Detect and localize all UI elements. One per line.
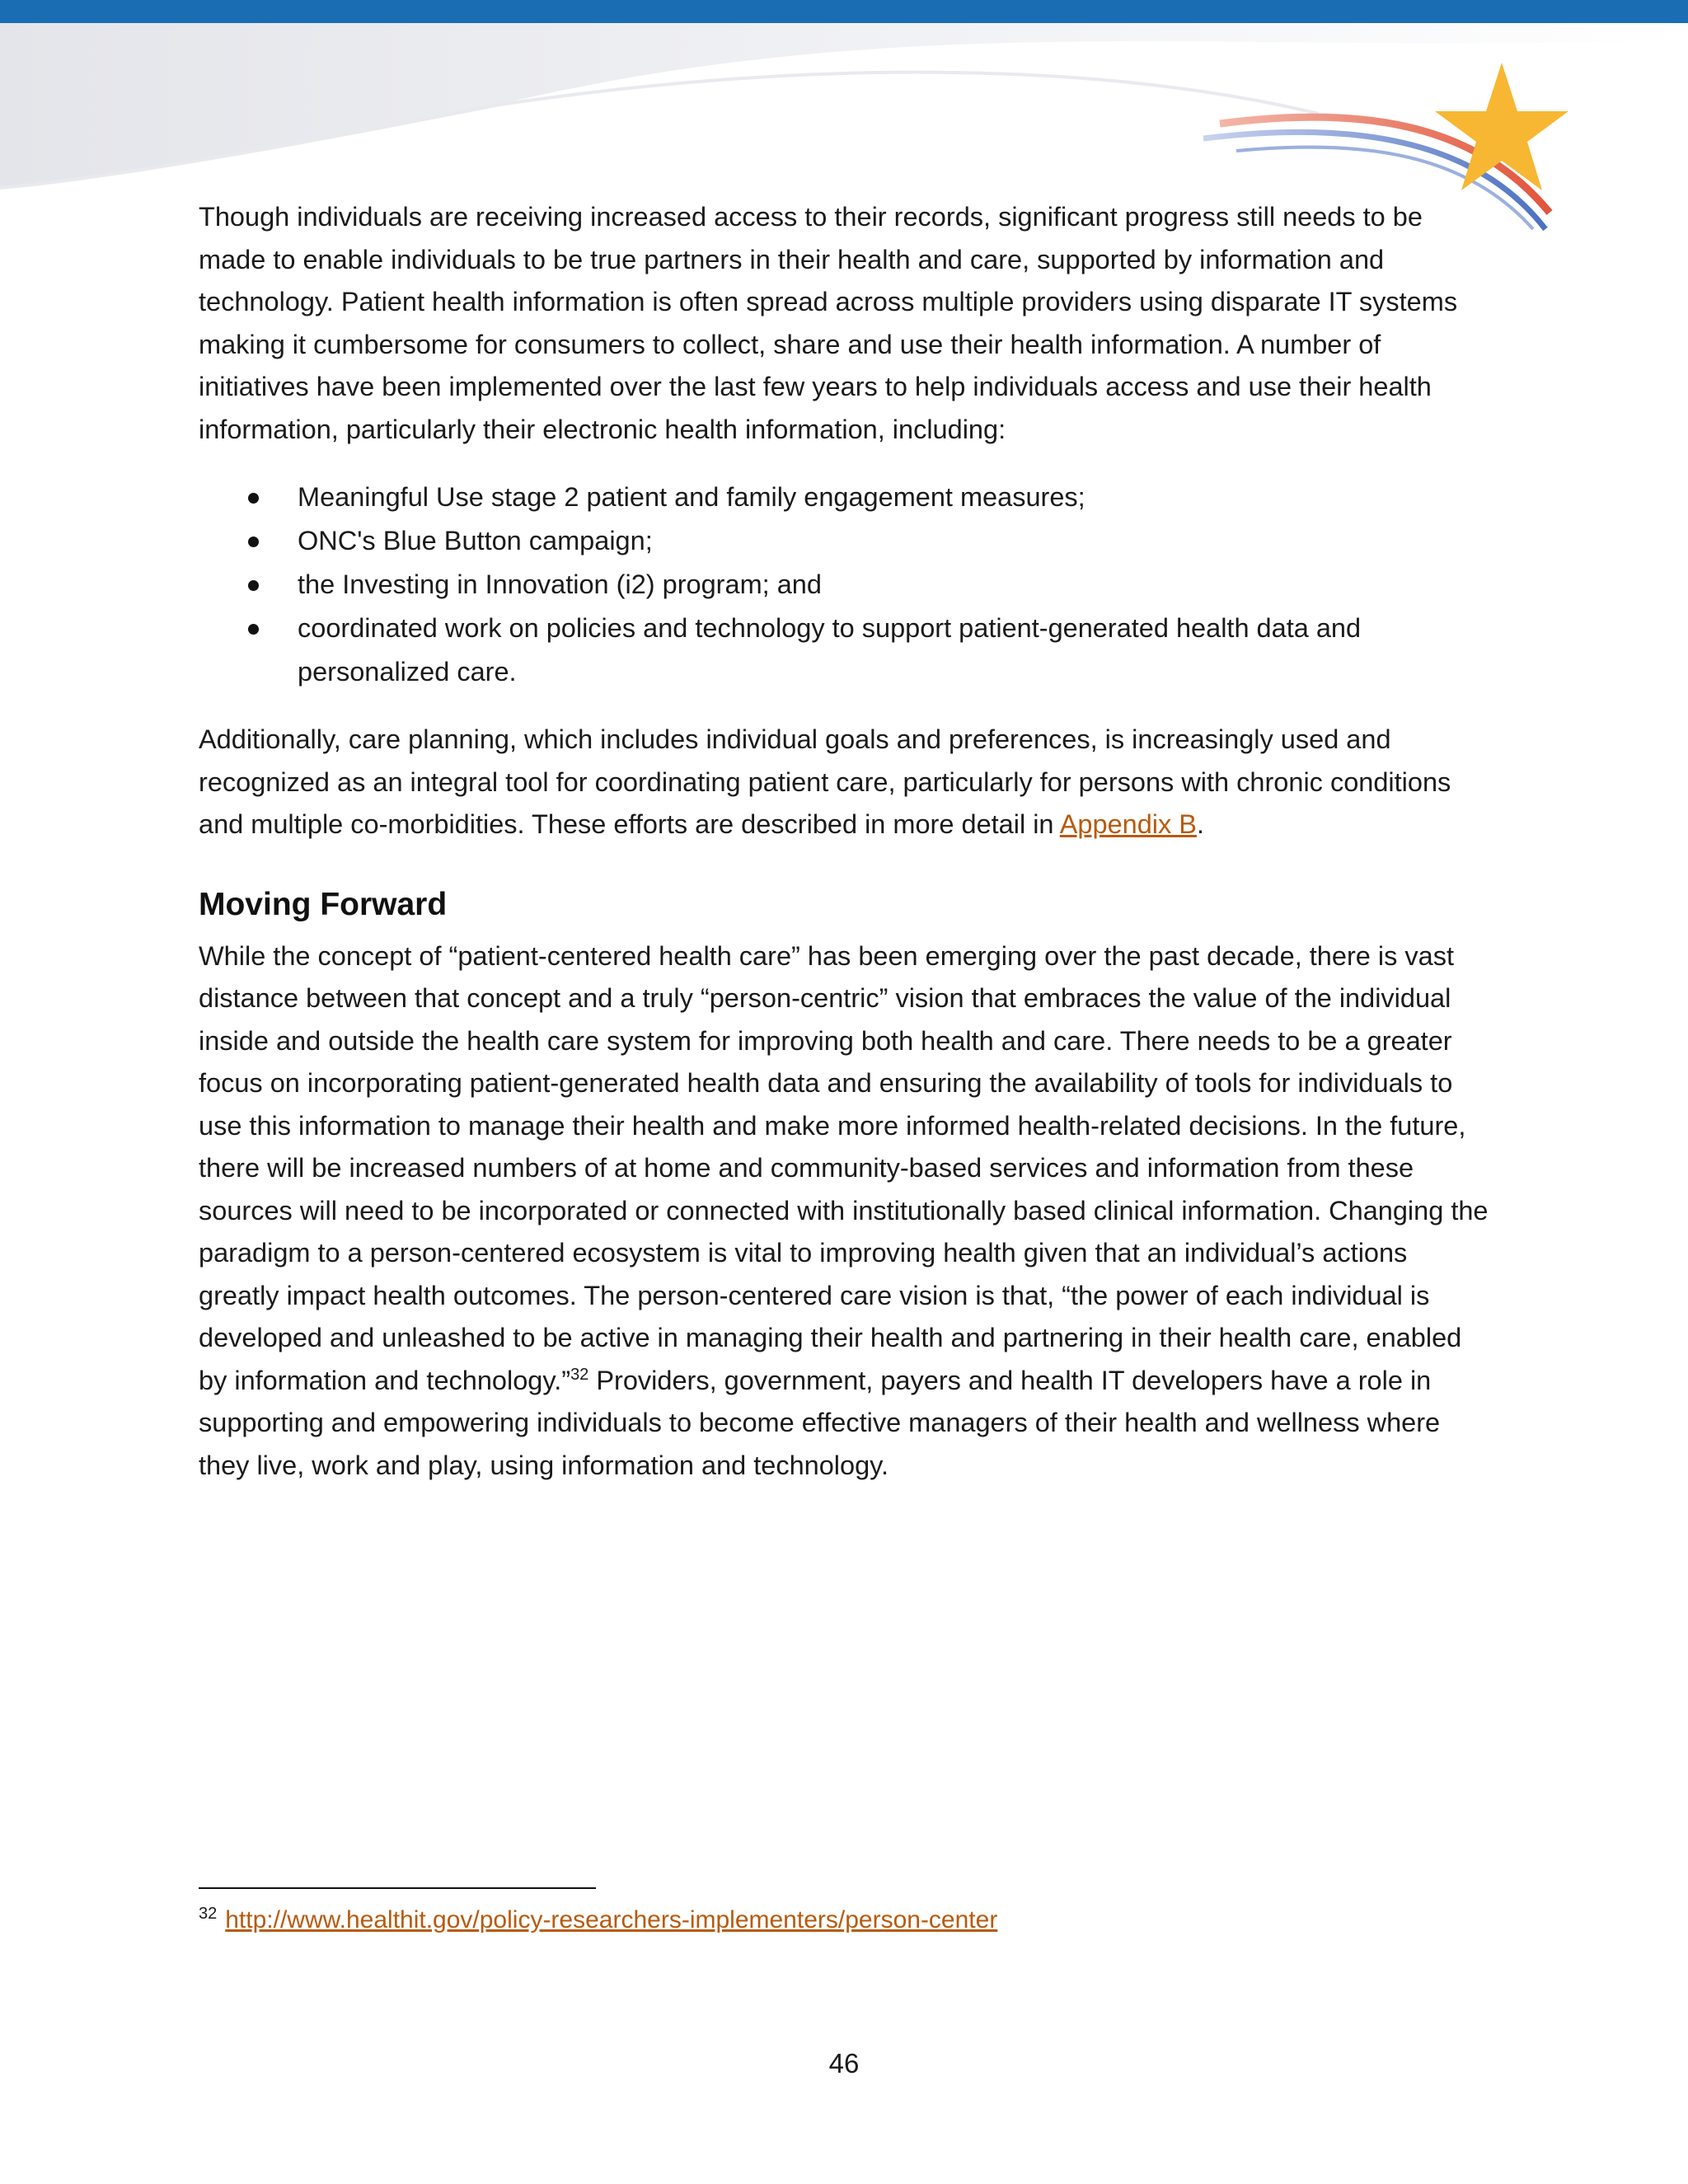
- care-planning-paragraph: Additionally, care planning, which includes individual goals and preferences, is increasingly used and recognized as an integral tool for coordinating patient care, particularly for persons with chronic conditions and multiple co-morbidities. These efforts are described in more detail in Appendix B.: [199, 724, 1451, 839]
- bullet-icon: [248, 624, 259, 635]
- intro-paragraph: Though individuals are receiving increased access to their records, significant progress still needs to be made to enable individuals to be true partners in their health and care, supported by information and technology. Patient health information is often spread across multiple providers using disparate IT systems making it cumbersome for consumers to collect, share and use their health information. A number of initiatives have been implemented over the last few years to help individuals access and use their health information, particularly their electronic health information, including:: [199, 202, 1458, 444]
- footnote-link[interactable]: http://www.healthit.gov/policy-researchers-implementers/person-center: [225, 1906, 998, 1933]
- list-item: coordinated work on policies and technology to support patient-generated health data and personalized care.: [199, 607, 1493, 694]
- footnote-number: 32: [199, 1905, 218, 1923]
- moving-forward-paragraph: While the concept of “patient-centered health care” has been emerging over the past decade, there is vast distance between that concept and a truly “person-centric” vision that embraces the value of the individual inside and outside the health care system for improving both health and care. There needs to be a greater focus on incorporating patient-generated health data and ensuring the availability of tools for individuals to use this information to manage their health and make more informed health-related decisions. In the future, there will be increased numbers of at home and community-based services and information from these sources will need to be incorporated or connected with institutionally based clinical information. Changing the paradigm to a person-centered ecosystem is vital to improving health given that an individual’s actions greatly impact health outcomes. The person-centered care vision is that, “the power of each individual is developed and unleashed to be active in managing their health and partnering in their health care, enabled by information and technology.”$^{32}$ Providers, government, payers and health IT developers have a role in supporting and empowering individuals to become effective managers of their health and wellness where they live, work and play, using information and technology.: [199, 940, 1489, 1480]
- footnote-divider: [199, 1887, 596, 1889]
- initiatives-list: [199, 476, 1493, 694]
- bullet-icon: [248, 537, 259, 547]
- header-banner: [0, 0, 1688, 23]
- bullet-icon: [248, 580, 259, 591]
- list-item: the Investing in Innovation (i2) program; and: [199, 563, 1493, 607]
- list-item: Meaningful Use stage 2 patient and family engagement measures;: [199, 476, 1493, 519]
- page-number: 46: [828, 2048, 860, 2079]
- list-item: ONC's Blue Button campaign;: [199, 519, 1493, 563]
- section-heading: Moving Forward: [199, 886, 448, 922]
- bullet-icon: [248, 493, 259, 504]
- footnote: [199, 1902, 997, 1938]
- footnote-reference[interactable]: 32: [570, 1365, 589, 1384]
- appendix-b-link[interactable]: Appendix B: [1059, 809, 1197, 839]
- page-content: [199, 196, 1493, 1487]
